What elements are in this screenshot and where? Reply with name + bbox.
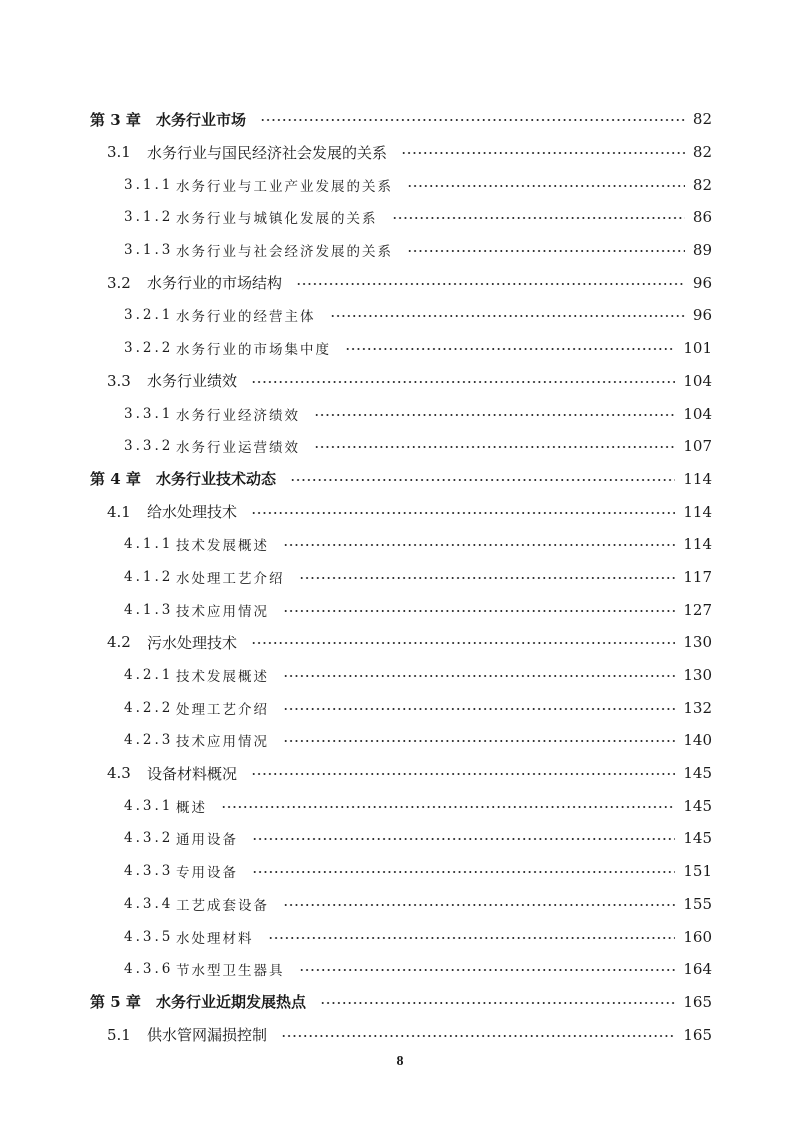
toc-entry-page: 130: [683, 633, 712, 652]
toc-entry-number: 4.2.2: [124, 699, 174, 716]
toc-entry-number: 4.3.3: [124, 863, 174, 880]
toc-entry-number: 4.3.5: [124, 928, 174, 945]
toc-entry-page: 130: [683, 666, 712, 685]
toc-entry-number: 第 5 章: [90, 993, 141, 1012]
toc-entry-title: 工艺成套设备: [176, 897, 269, 914]
toc-entry-page: 160: [683, 927, 712, 946]
toc-sub-row[interactable]: [0, 561, 800, 594]
toc-entry-page: 104: [683, 404, 712, 423]
toc-entry-number: 3.1.2: [124, 209, 174, 226]
toc-entry-number: 4.3: [107, 764, 131, 783]
toc-entry-title: 技术应用情况: [176, 734, 269, 751]
dot-leader: [251, 642, 675, 644]
toc-sub-row[interactable]: [0, 332, 800, 365]
dot-leader: [252, 838, 675, 840]
toc-entry-number: 4.3.2: [124, 830, 174, 847]
dot-leader: [330, 315, 685, 317]
toc-sub-row[interactable]: [0, 201, 800, 234]
toc-sub-row[interactable]: [0, 234, 800, 267]
toc-sub-row[interactable]: [0, 659, 800, 692]
toc-entry-title: 水务行业运营绩效: [176, 440, 300, 457]
toc-entry-number: 3.2.2: [124, 340, 174, 357]
toc-entry-title: 水务行业的经营主体: [176, 309, 316, 326]
toc-entry-title: 水务行业的市场结构: [147, 274, 283, 293]
toc-section-row[interactable]: [0, 1018, 800, 1051]
toc-sub-row[interactable]: [0, 953, 800, 986]
toc-sub-row[interactable]: [0, 691, 800, 724]
toc-sub-row[interactable]: [0, 593, 800, 626]
toc-entry-title: 水务行业与社会经济发展的关系: [176, 244, 393, 261]
toc-sub-row[interactable]: [0, 855, 800, 888]
dot-leader: [251, 381, 675, 383]
dot-leader: [281, 1035, 675, 1037]
toc-entry-page: 114: [683, 535, 712, 554]
toc-entry-page: 127: [683, 600, 712, 619]
toc-entry-title: 水处理材料: [176, 930, 254, 947]
toc-entry-page: 82: [692, 143, 712, 162]
toc-sub-row[interactable]: [0, 822, 800, 855]
dot-leader: [345, 348, 675, 350]
toc-entry-title: 供水管网漏损控制: [147, 1026, 268, 1045]
toc-entry-title: 水务行业与工业产业发展的关系: [176, 178, 393, 195]
dot-leader: [296, 283, 685, 285]
toc-entry-number: 4.1.1: [124, 536, 174, 553]
toc-entry-number: 4.2.3: [124, 732, 174, 749]
toc-sub-row[interactable]: [0, 528, 800, 561]
toc-entry-number: 3.2.1: [124, 307, 174, 324]
toc-chapter-row[interactable]: [0, 463, 800, 496]
toc-entry-page: 104: [683, 371, 712, 390]
toc-entry-number: 5.1: [107, 1025, 131, 1044]
toc-entry-number: 4.1.2: [124, 568, 174, 585]
toc-sub-row[interactable]: [0, 299, 800, 332]
toc-entry-number: 4.3.1: [124, 797, 174, 814]
toc-entry-title: 专用设备: [176, 865, 238, 882]
toc-entry-title: 处理工艺介绍: [176, 701, 269, 718]
toc-section-row[interactable]: [0, 365, 800, 398]
toc-entry-title: 水务行业技术动态: [156, 470, 277, 489]
toc-entry-title: 节水型卫生器具: [176, 963, 285, 980]
toc-section-row[interactable]: [0, 757, 800, 790]
toc-entry-number: 4.2: [107, 633, 131, 652]
toc-entry-number: 3.3.1: [124, 405, 174, 422]
toc-entry-number: 4.2.1: [124, 667, 174, 684]
toc-entry-page: 96: [692, 306, 712, 325]
toc-entry-page: 82: [692, 175, 712, 194]
dot-leader: [283, 708, 675, 710]
dot-leader: [314, 446, 675, 448]
toc-entry-page: 132: [683, 698, 712, 717]
dot-leader: [260, 119, 685, 121]
toc-entry-title: 水务行业经济绩效: [176, 407, 300, 424]
toc-entry-page: 89: [692, 241, 712, 260]
toc-entry-page: 117: [683, 567, 712, 586]
toc-entry-title: 水务行业的市场集中度: [176, 342, 331, 359]
toc-entry-page: 155: [683, 894, 712, 913]
dot-leader: [407, 250, 685, 252]
dot-leader: [401, 152, 685, 154]
dot-leader: [320, 1002, 675, 1004]
toc-chapter-row[interactable]: [0, 986, 800, 1019]
toc-section-row[interactable]: [0, 136, 800, 169]
toc-entry-title: 水务行业近期发展热点: [156, 993, 307, 1012]
toc-sub-row[interactable]: [0, 430, 800, 463]
table-of-contents: [0, 103, 800, 1051]
dot-leader: [251, 773, 675, 775]
toc-entry-title: 污水处理技术: [147, 633, 238, 652]
page-number: 8: [396, 1054, 404, 1069]
toc-entry-page: 101: [683, 339, 712, 358]
toc-entry-number: 3.2: [107, 273, 131, 292]
toc-sub-row[interactable]: [0, 168, 800, 201]
dot-leader: [283, 544, 675, 546]
dot-leader: [407, 185, 685, 187]
toc-entry-number: 3.1: [107, 143, 131, 162]
toc-entry-number: 4.1: [107, 502, 131, 521]
toc-entry-title: 水务行业与城镇化发展的关系: [176, 211, 378, 228]
dot-leader: [314, 414, 675, 416]
toc-entry-number: 4.3.6: [124, 961, 174, 978]
toc-entry-title: 通用设备: [176, 832, 238, 849]
toc-entry-title: 概述: [176, 799, 207, 816]
toc-sub-row[interactable]: [0, 397, 800, 430]
toc-entry-title: 水务行业与国民经济社会发展的关系: [147, 143, 388, 162]
dot-leader: [283, 675, 675, 677]
dot-leader: [283, 904, 675, 906]
toc-sub-row[interactable]: [0, 888, 800, 921]
toc-entry-title: 水处理工艺介绍: [176, 570, 285, 587]
toc-entry-page: 165: [683, 1025, 712, 1044]
toc-entry-title: 水务行业市场: [156, 110, 247, 129]
toc-chapter-row[interactable]: [0, 103, 800, 136]
toc-entry-number: 第 4 章: [90, 470, 141, 489]
toc-entry-title: 给水处理技术: [147, 503, 238, 522]
toc-entry-page: 114: [683, 502, 712, 521]
toc-entry-page: 82: [692, 110, 712, 129]
dot-leader: [221, 806, 675, 808]
toc-entry-page: 145: [683, 764, 712, 783]
dot-leader: [299, 969, 676, 971]
toc-entry-page: 86: [692, 208, 712, 227]
dot-leader: [268, 937, 676, 939]
toc-entry-title: 技术发展概述: [176, 669, 269, 686]
dot-leader: [290, 479, 675, 481]
toc-section-row[interactable]: [0, 495, 800, 528]
toc-entry-page: 107: [683, 437, 712, 456]
toc-entry-page: 96: [692, 273, 712, 292]
toc-entry-number: 4.3.4: [124, 895, 174, 912]
dot-leader: [299, 577, 676, 579]
toc-entry-title: 设备材料概况: [147, 764, 238, 783]
dot-leader: [283, 610, 675, 612]
toc-sub-row[interactable]: [0, 789, 800, 822]
toc-section-row[interactable]: [0, 266, 800, 299]
toc-entry-page: 151: [683, 862, 712, 881]
toc-entry-page: 145: [683, 829, 712, 848]
toc-entry-page: 114: [683, 469, 712, 488]
dot-leader: [392, 217, 685, 219]
dot-leader: [251, 512, 675, 514]
toc-entry-title: 技术发展概述: [176, 538, 269, 555]
toc-entry-page: 140: [683, 731, 712, 750]
toc-sub-row[interactable]: [0, 920, 800, 953]
toc-entry-page: 145: [683, 796, 712, 815]
toc-section-row[interactable]: [0, 626, 800, 659]
toc-entry-page: 164: [683, 960, 712, 979]
toc-entry-number: 第 3 章: [90, 110, 141, 129]
toc-entry-number: 4.1.3: [124, 601, 174, 618]
toc-entry-page: 165: [683, 992, 712, 1011]
toc-entry-number: 3.3.2: [124, 438, 174, 455]
toc-entry-title: 技术应用情况: [176, 603, 269, 620]
toc-entry-number: 3.1.3: [124, 242, 174, 259]
toc-entry-number: 3.3: [107, 371, 131, 390]
toc-entry-title: 水务行业绩效: [147, 372, 238, 391]
toc-sub-row[interactable]: [0, 724, 800, 757]
toc-entry-number: 3.1.1: [124, 176, 174, 193]
dot-leader: [283, 740, 675, 742]
dot-leader: [252, 871, 675, 873]
